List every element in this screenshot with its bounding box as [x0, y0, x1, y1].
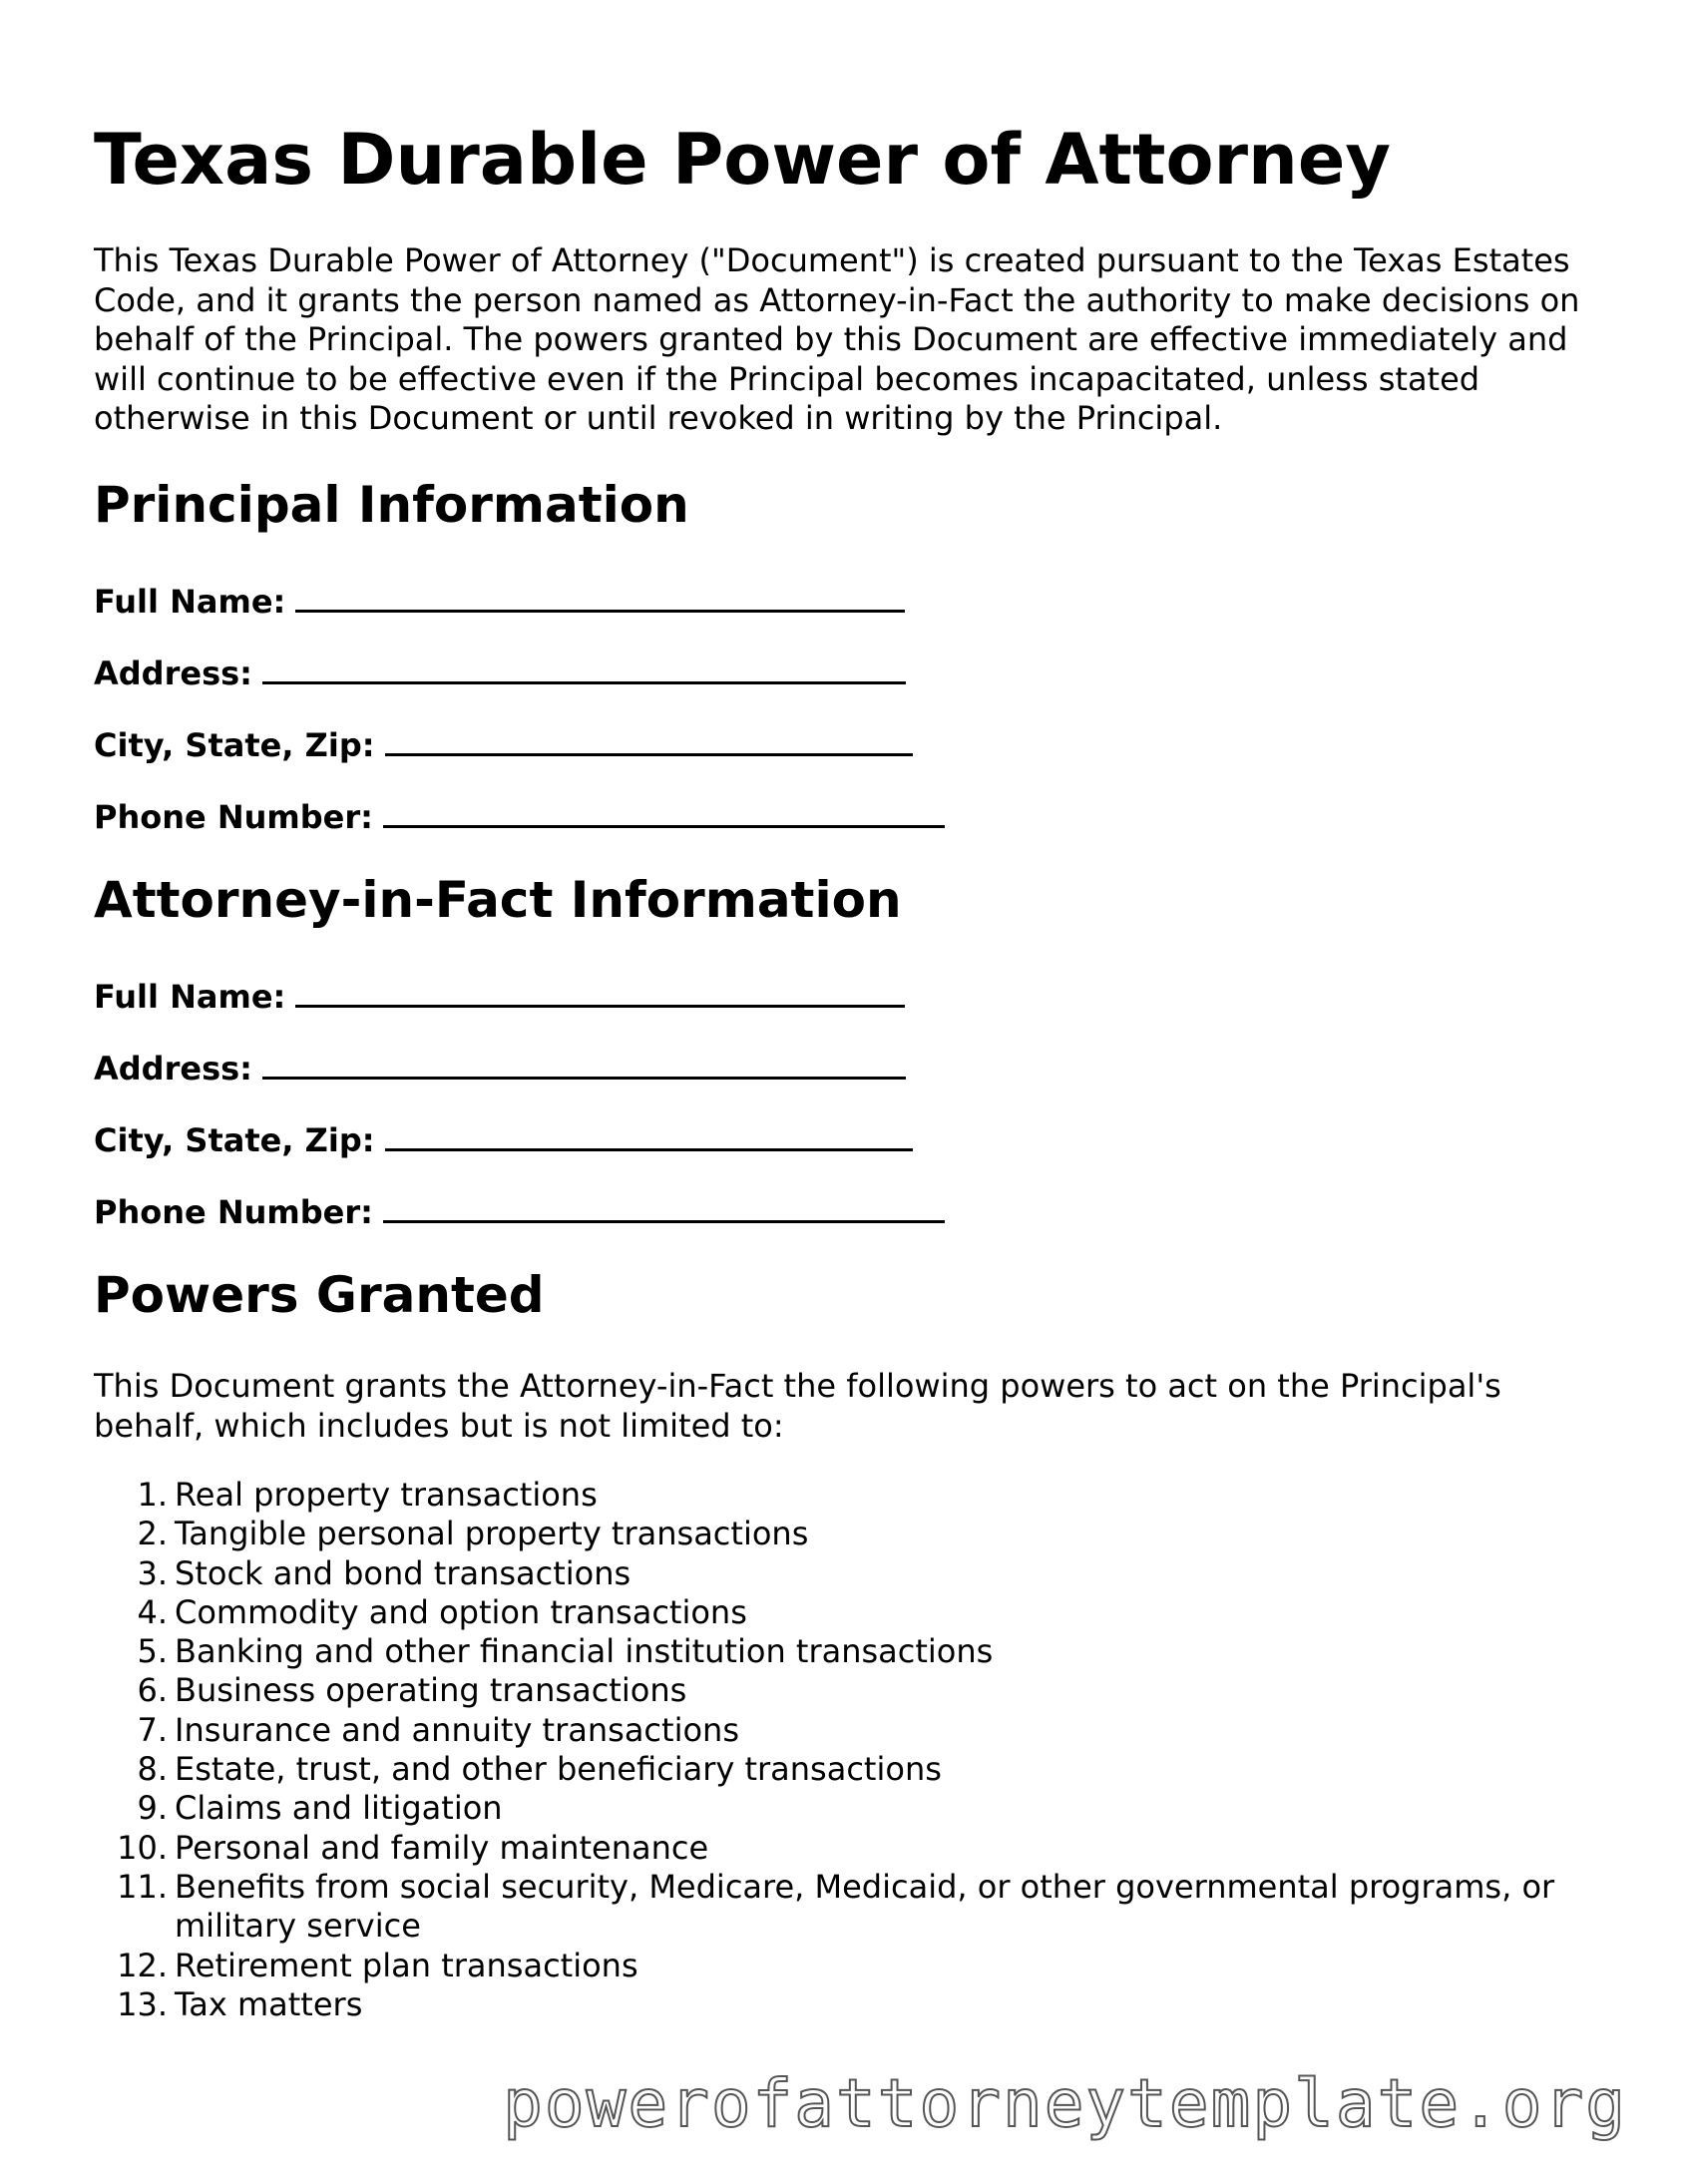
list-item-number: 7. [137, 1710, 168, 1749]
list-item [94, 1829, 1600, 1868]
list-item [94, 1985, 1600, 2024]
principal-phone-field [94, 795, 945, 837]
principal-city-field [94, 723, 913, 765]
list-item-text: Personal and family maintenance [175, 1828, 709, 1867]
list-item [94, 1868, 1600, 1947]
principal-address-label: Address: [94, 655, 252, 692]
attorney-full-name-field [94, 975, 905, 1017]
list-item-text: Stock and bond transactions [175, 1553, 632, 1592]
principal-city-blank[interactable] [385, 723, 913, 756]
list-item-text: Insurance and annuity transactions [175, 1710, 739, 1749]
attorney-heading: Attorney-in-Fact Information [94, 871, 902, 929]
principal-city-label: City, State, Zip: [94, 726, 375, 764]
document-title: Texas Durable Power of Attorney [94, 119, 1391, 201]
principal-phone-label: Phone Number: [94, 798, 373, 836]
powers-list [94, 1476, 1600, 2024]
watermark-text: powerofattorneytemplate.org [503, 2065, 1627, 2142]
powers-heading: Powers Granted [94, 1266, 545, 1324]
principal-address-blank[interactable] [262, 652, 906, 684]
attorney-phone-field [94, 1190, 945, 1232]
list-item [94, 1947, 1600, 1985]
attorney-city-blank[interactable] [385, 1118, 913, 1151]
list-item-text: Retirement plan transactions [175, 1946, 638, 1984]
intro-paragraph: This Texas Durable Power of Attorney ("Document") is created pursuant to the Texas Estates Code, and it grants the person named as Attorney-in-Fact the authority to make decisions on behalf of the Principal. The powers granted by this Document are effective immediately and will continue to be effective even if the Principal becomes incapacitated, unless stated otherwise in this Document or until revoked in writing by the Principal. [94, 241, 1580, 437]
list-item-number: 1. [137, 1476, 168, 1514]
list-item [94, 1476, 1600, 1515]
attorney-phone-blank[interactable] [383, 1190, 945, 1223]
list-item-text: Commodity and option transactions [175, 1592, 747, 1631]
list-item-number: 13. [117, 1984, 168, 2023]
list-item-number: 8. [137, 1750, 168, 1789]
list-item-number: 10. [117, 1828, 168, 1867]
list-item-number: 5. [137, 1632, 168, 1671]
list-item [94, 1711, 1600, 1750]
principal-heading: Principal Information [94, 476, 689, 534]
attorney-address-blank[interactable] [262, 1047, 906, 1080]
principal-address-field [94, 652, 906, 693]
attorney-address-field [94, 1047, 906, 1089]
list-item-text: Benefits from social security, Medicare, Medicaid, or other governmental programs, or military service [175, 1867, 1555, 1946]
list-item-number: 9. [137, 1789, 168, 1828]
list-item-number: 6. [137, 1671, 168, 1710]
list-item-number: 12. [117, 1946, 168, 1984]
list-item [94, 1789, 1600, 1828]
attorney-phone-label: Phone Number: [94, 1193, 373, 1231]
list-item-number: 4. [137, 1592, 168, 1631]
list-item-number: 11. [117, 1867, 168, 1906]
attorney-city-label: City, State, Zip: [94, 1121, 375, 1159]
list-item [94, 1515, 1600, 1553]
principal-full-name-label: Full Name: [94, 583, 286, 621]
list-item-text: Claims and litigation [175, 1789, 503, 1828]
list-item-text: Tax matters [175, 1984, 363, 2023]
principal-full-name-field [94, 580, 905, 622]
list-item [94, 1554, 1600, 1593]
list-item [94, 1671, 1600, 1710]
attorney-full-name-label: Full Name: [94, 978, 286, 1016]
list-item-text: Tangible personal property transactions [175, 1515, 809, 1553]
powers-intro-paragraph: This Document grants the Attorney-in-Fact the following powers to act on the Principal's behalf, which includes but is not limited to: [94, 1367, 1501, 1445]
list-item [94, 1750, 1600, 1789]
list-item-number: 3. [137, 1553, 168, 1592]
principal-phone-blank[interactable] [383, 795, 945, 828]
list-item-number: 2. [137, 1515, 168, 1553]
list-item-text: Business operating transactions [175, 1671, 687, 1710]
list-item-text: Banking and other financial institution transactions [175, 1632, 994, 1671]
list-item [94, 1593, 1600, 1632]
attorney-city-field [94, 1118, 913, 1160]
list-item-text: Estate, trust, and other beneficiary transactions [175, 1750, 942, 1789]
principal-full-name-blank[interactable] [295, 580, 905, 613]
list-item [94, 1632, 1600, 1671]
attorney-full-name-blank[interactable] [295, 975, 905, 1008]
list-item-text: Real property transactions [175, 1476, 598, 1514]
attorney-address-label: Address: [94, 1050, 252, 1088]
